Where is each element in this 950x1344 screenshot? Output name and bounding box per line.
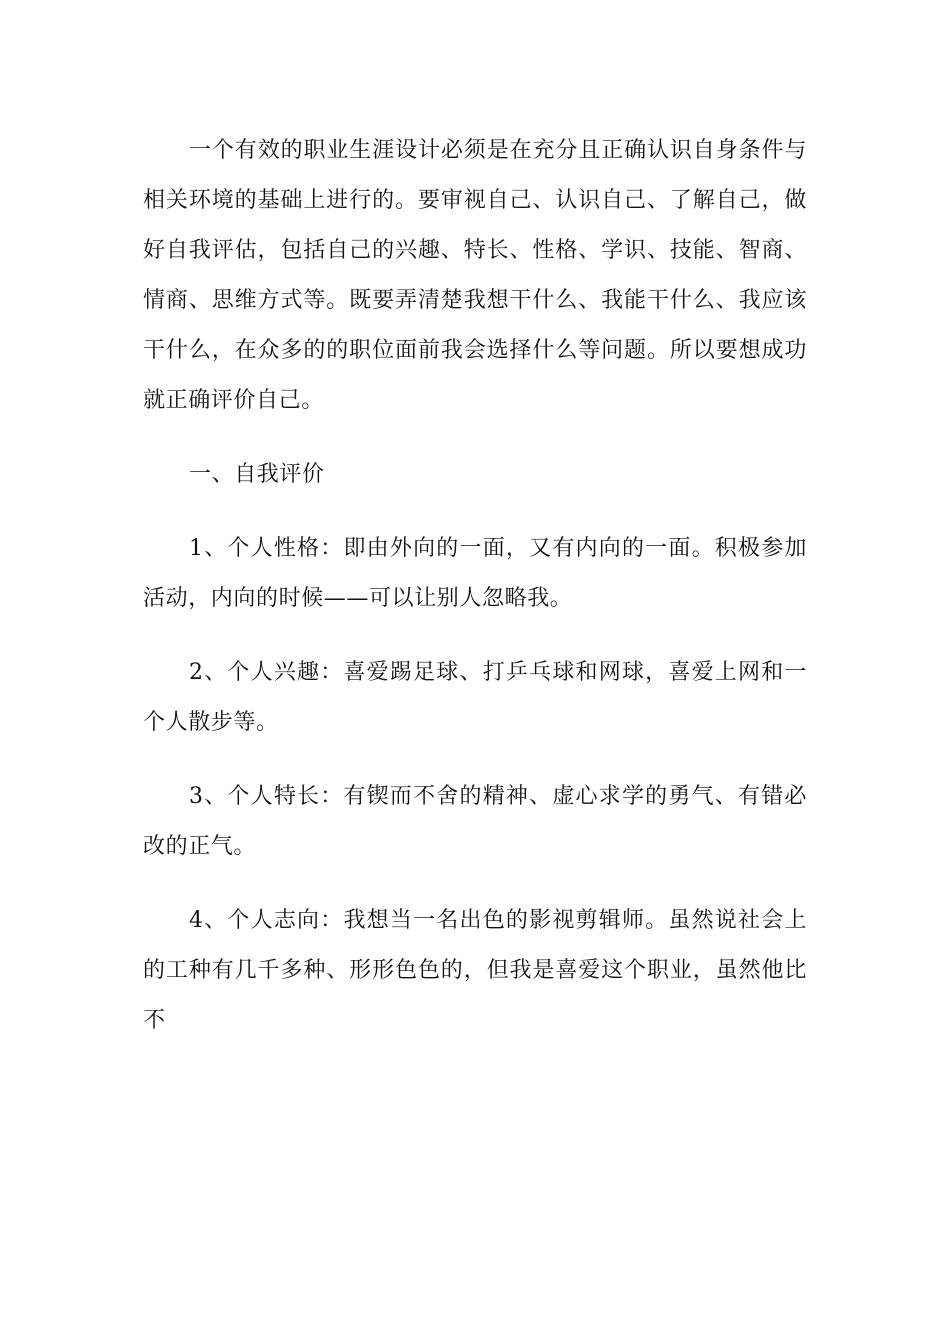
interests-paragraph: 2、个人兴趣：喜爱踢足球、打乒乓球和网球，喜爱上网和一个人散步等。 xyxy=(143,660,807,735)
aspiration-paragraph: 4、个人志向：我想当一名出色的影视剪辑师。虽然说社会上的工种有几千多种、形形色色的，但我是喜爱这个职业，虽然他比不 xyxy=(143,908,807,1033)
section-heading-self-evaluation: 一、自我评价 xyxy=(189,462,325,487)
document-body xyxy=(143,126,807,1070)
intro-paragraph: 一个有效的职业生涯设计必须是在充分且正确认识自身条件与相关环境的基础上进行的。要审视自己、认识自己、了解自己，做好自我评估，包括自己的兴趣、特长、性格、学识、技能、智商、情商、思维方式等。既要弄清楚我想干什么、我能干什么、我应该干什么，在众多的的职位面前我会选择什么等问题。所以要想成功就正确评价自己。 xyxy=(143,138,807,413)
personality-paragraph: 1、个人性格：即由外向的一面，又有内向的一面。积极参加活动，内向的时候——可以让别人忽略我。 xyxy=(143,536,807,611)
strengths-paragraph: 3、个人特长：有锲而不舍的精神、虚心求学的勇气、有错必改的正气。 xyxy=(143,784,807,859)
